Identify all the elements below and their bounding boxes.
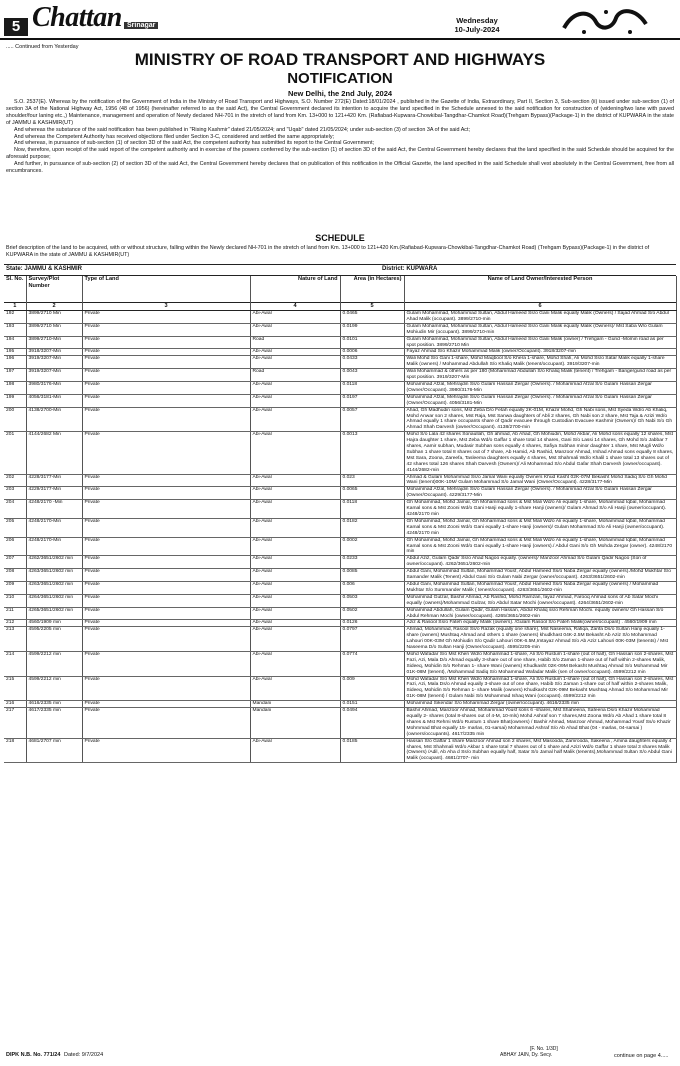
survey-cell: 4248/2170 -Min — [26, 500, 82, 519]
land-type-cell: Private — [82, 394, 250, 407]
area-cell: 0.0503 — [340, 594, 404, 607]
column-header: Area (in Hectares) — [340, 276, 404, 303]
table-row — [4, 381, 676, 394]
table-row — [4, 500, 676, 519]
serial-cell: 204 — [4, 500, 26, 519]
serial-cell: 199 — [4, 394, 26, 407]
schedule-table — [4, 276, 677, 763]
owner-cell: Mohd Wafadar S/o Mst Kheri Wd/o Mohammad 1-share, Ali S/o Rustum 1-share (out of half), Gh Hassan son 2-shares, Mst Fazi, Azi, Mala Ds/o Ahmad equally 3-share out of one share, Habib S/o Zaman 1-share out of half within 2-shares Malik, Sideeq, Mohidin S/o Rehman 1- share Malik (owners) Khudkasht 02K-09M Bekasht Mushtaq Ahmad S/o Mohammad Mir 01K-08M (tenent) / Gulam Nabi S/o Mohammad Ishaq Wani (occupant). 4599/2212 min — [404, 676, 676, 701]
serial-cell: 207 — [4, 556, 26, 569]
survey-cell: 3899/2710 Min — [26, 311, 82, 324]
owner-cell: Mohammad Sikendar S/o Mohammad Zergar (owner/occupant). 4616/2335 min — [404, 701, 676, 708]
table-row — [4, 581, 676, 594]
column-number-row — [4, 303, 676, 311]
area-cell: 0.0197 — [340, 394, 404, 407]
survey-cell: 4681/2707 min — [26, 738, 82, 763]
dipk-date: Dated: 9/7/2024 — [64, 1052, 104, 1058]
table-row — [4, 518, 676, 537]
table-header-row — [4, 276, 676, 303]
table-row — [4, 369, 676, 382]
owner-cell: Hassan S/o Gaffar 1 share Manzoor Ahmad son 2 shares, Mst Masooda, Zamrooda, Sakeena , Amina daughters equally 4 shares, Mst Shahmali Wd/o Akbar 1 share total 7 shares out of 1 share and Azizi Wd/o Gaffar 1 share total 3 shares Malik (Owners) /Adil, Ab Aha d Ss/o Subhan equally half, Satar S/o Jamal half Malik (tenents),Mohammad Sultan S/o Abdul Gani Malik (occupant). 4681/2707- min — [404, 738, 676, 763]
serial-cell: 201 — [4, 432, 26, 474]
land-nature-cell: Abi-Awal — [250, 607, 340, 620]
survey-cell: 4228/3177-Min — [26, 474, 82, 487]
land-type-cell: Private — [82, 500, 250, 519]
paragraph: S.O. 2537(E). Whereas by the notification of the Government of India in the Ministry of Road Transport and Highways, S.O. Number 272(E) Dated:18/01/2024 , published in the Gazette of India, Extraordinary, Part II, Section 3, Sub-section (ii) issued under sub-section (1) of section 3A of the National Highway Act, 1956 (48 of 1956) (hereinafter referred to as the said Act), the Central Government declared its intention to acquire the land specified in the Schedule annexed to the said notification for construction of (widening/two lane with paved shoulder/four laning etc.,) Maintenance, management and operation of Newly declared NH-701 in the stretch of land from Km. 13+000 to 121+420 Km. (Rafiabad-Kupwara-Chowkibal-Tangdhar-Chamkot Road)(Trehgam Bypass)(Package-1) in the district of KUPWARA in the state of JAMMU & KASHMIR(UT) — [6, 99, 674, 126]
survey-cell: 4599/2212 min — [26, 651, 82, 676]
owner-cell: Ahmad, Mohammad, Rasool Ss/o Razak (equally one share), Mst Naseema, Rafiqa, Zarifa Ds/o Sultan Hanji equally 1- share (owners) Mushtaq Ahmad and others 1 share (owners) khudkhast 04K-2.5M Bekasht Ab Aziz S/o Mohammad Lahouri 00K-03M Gh Mohiudin S/o Qadir Lahouri 00K-6.5M,Imtayaz Ahmad S/o Ab Aziz Lahouri 00K-03M (tenents) / Mst Naseema D/o Sultan Hanji (Owner/occupant). 4595/2205-min — [404, 627, 676, 652]
edition-label: Srinagar — [124, 22, 158, 29]
land-nature-cell: Abi-Awal — [250, 311, 340, 324]
serial-cell: 216 — [4, 701, 26, 708]
serial-cell: 202 — [4, 474, 26, 487]
land-type-cell: Private — [82, 349, 250, 356]
land-nature-cell: Abi-Awal — [250, 432, 340, 474]
table-row — [4, 349, 676, 356]
area-cell: 0.0199 — [340, 323, 404, 336]
area-cell: 0.0006 — [340, 349, 404, 356]
serial-cell: 197 — [4, 369, 26, 382]
owner-cell: Gh Mohammad, Mohd Jamal, Gh Mohammad sons & Mst Mali Wd/o Ali equally 1-share, Mohammad Iqbal, Mohammad Kamal sons & Mst Zooni Wd/o Gani equally 1-share Hanji (owners)./ Abdul Gani S/o Gh Mohda Zergar (owner). 4248/2170 min — [404, 537, 676, 556]
table-row — [4, 537, 676, 556]
owner-cell: Gulam Mohammad, Mohammad Sultan, Abdul Hameed Ss/o Gani Malik equally Malik (Owners)/ Mst Saba W/o Gulam Mohiudin Mir (occupant). 3899/2710-min — [404, 323, 676, 336]
survey-cell: 4056/3181-Min — [26, 394, 82, 407]
survey-cell: 4617/2335 min — [26, 708, 82, 739]
land-nature-cell: Mandani — [250, 701, 340, 708]
land-nature-cell: Abi-Awal — [250, 594, 340, 607]
area-cell: 0.0101 — [340, 336, 404, 349]
land-nature-cell: Abi-Awal — [250, 487, 340, 500]
column-number: 2 — [26, 303, 82, 311]
survey-cell: 4263/3651/2602 min — [26, 581, 82, 594]
paragraph: And whereas, in pursuance of sub-section (1) of section 3D of the said Act, the competent authority has submitted its report to the Central Government; — [14, 140, 375, 147]
area-cell: 0.0057 — [340, 407, 404, 432]
land-type-cell: Private — [82, 651, 250, 676]
owner-cell: Fayaz Ahmad S/o Khazir Mohammad Malik (owner/Occupant). 3918/3207-min — [404, 349, 676, 356]
area-cell: 0.0085 — [340, 569, 404, 582]
owner-cell: Mohammad Afzal, Mehrajdin Ss/o Gulam Hassan Zergar (Owners). / Mohammad Afzal S/o Gulam Hassan Zergar (Owner/Occupant). 3980/3176-Min — [404, 381, 676, 394]
area-cell: 0.0118 — [340, 381, 404, 394]
table-row — [4, 676, 676, 701]
survey-cell: 4138/2700-Min — [26, 407, 82, 432]
area-cell: 0.0182 — [340, 518, 404, 537]
land-type-cell: Private — [82, 627, 250, 652]
land-type-cell: Private — [82, 708, 250, 739]
serial-cell: 215 — [4, 676, 26, 701]
area-cell: 0.0118 — [340, 500, 404, 519]
serial-cell: 218 — [4, 738, 26, 763]
serial-cell: 196 — [4, 356, 26, 369]
survey-cell: 4248/2170-Min — [26, 518, 82, 537]
serial-cell: 193 — [4, 323, 26, 336]
land-nature-cell: Road — [250, 369, 340, 382]
land-nature-cell: Abi-Awal — [250, 556, 340, 569]
land-type-cell: Private — [82, 569, 250, 582]
owner-cell: Ahmad & Gulam Mohammad Ss/o Jamal Wani equally Owners Khud Kasht 02K-07M Bekasht Mohd Sadiq S/o Gh Mohd Wani (tenent)00K-10M/ Gulam Mohammad S/o Jamal Wani (Owner/Occupant). 4228/3177-Min — [404, 474, 676, 487]
survey-cell: 3918/3207-Min — [26, 349, 82, 356]
schedule-table-body — [4, 311, 676, 763]
serial-cell: 212 — [4, 620, 26, 627]
land-type-cell: Private — [82, 356, 250, 369]
table-row — [4, 556, 676, 569]
land-type-cell: Private — [82, 594, 250, 607]
survey-cell: 4599/2212 min — [26, 676, 82, 701]
owner-cell: Abdul Gani, Mohammad Sultan, Mohammad Yousf, Abdul Hameed Ss/o Naba Zergar equally (owners)./Mohd Mukhtar S/o Samander Malik (Tenent) Abdul Gani S/o Gulam Nabi Zergar (owner/occupant). 4263/3651/2602-min — [404, 569, 676, 582]
land-nature-cell: Road — [250, 336, 340, 349]
column-header: Name of Land Owner/Interested Person — [404, 276, 676, 303]
notification-body — [6, 99, 674, 175]
land-nature-cell: Abi-Awal — [250, 676, 340, 701]
owner-cell: Aziz & Rasool Ss/o Fateh equally Malik (owners). /Gulam Rasool S/o Fateh Malik(owner/occupant) . 4560/1909 min — [404, 620, 676, 627]
land-type-cell: Private — [82, 474, 250, 487]
serial-cell: 210 — [4, 594, 26, 607]
paragraph: Now, therefore, upon receipt of the said report of the competent authority and in exercise of the powers conferred by the sub-section (1) of section 3D of the said Act, the Central Government hereby declares that the land specified in the said Schedule should be acquired for the aforesaid purpose; — [6, 147, 674, 161]
land-nature-cell: Abi-Awal — [250, 394, 340, 407]
serial-cell: 203 — [4, 487, 26, 500]
page-number: 5 — [4, 18, 28, 36]
table-row — [4, 487, 676, 500]
column-number: 1 — [4, 303, 26, 311]
survey-cell: 3919/3207-Min — [26, 369, 82, 382]
table-row — [4, 620, 676, 627]
area-cell: 0.0126 — [340, 620, 404, 627]
land-nature-cell: Abi-Awal — [250, 518, 340, 537]
notification-title: NOTIFICATION — [287, 70, 393, 87]
survey-cell: 3899/2710-Min — [26, 336, 82, 349]
owner-cell: Gulam Mohammad, Mohammad Sultan, Abdul Hameed Ss/o Gani Malik (owner) / Trehgam - Gund -Momin road as per spot position. 3899/2710 Min — [404, 336, 676, 349]
owner-cell: Bashir Ahmad, Manzoor Ahmad, Mohammad Yousf sons 6 -shares, Mst Shaheena, Safeena Ds/o Khazir Mohammad equally 2- shares (total 8-shares out of 4-M, 10-mls) Mohd Ashraf son 7 shares,Mst Zoona Wd/o Ab Ahad 1 share total 8 shares & Mst Rehmi Wd/o Rustum 1 share Bhat(owners) / Bashir Ahmad, Manzoor Ahmad, Mohammad Yousf Ss/o Khazir Mohmmad Bhat equally 15- marlas, 01-sarsai) Mohammad Ashraf S/o Ab Ahad Bhat (04 - marlas, 04-sarsai )(owners/occupants). 4617/2335 min — [404, 708, 676, 739]
table-row — [4, 323, 676, 336]
area-cell: 0.0797 — [340, 627, 404, 652]
area-cell: 0.006 — [340, 581, 404, 594]
column-header: Sl. No. — [4, 276, 26, 303]
area-cell: 0.0774 — [340, 651, 404, 676]
signatory-name: ABHAY JAIN, Dy. Secy. — [500, 1052, 553, 1058]
survey-cell: 3899/2710 Min — [26, 323, 82, 336]
land-nature-cell: Abi-Awal — [250, 569, 340, 582]
newspaper-name: Chattan — [32, 2, 122, 33]
column-header: Nature of Land — [250, 276, 340, 303]
serial-cell: 198 — [4, 381, 26, 394]
continued-note: ..... Continued from Yesterday — [6, 44, 79, 50]
land-nature-cell: Abi-Awal — [250, 381, 340, 394]
survey-cell: 4265/3651/2602 min — [26, 607, 82, 620]
table-row — [4, 336, 676, 349]
continue-note: continue on page 4..... — [614, 1053, 669, 1059]
table-row — [4, 708, 676, 739]
land-nature-cell: Abi-Awal — [250, 407, 340, 432]
table-row — [4, 607, 676, 620]
land-type-cell: Private — [82, 381, 250, 394]
file-number: [F. No. 1/3D] — [530, 1046, 558, 1052]
area-cell: 0.0151 — [340, 701, 404, 708]
area-cell: 0.023 — [340, 474, 404, 487]
table-row — [4, 594, 676, 607]
survey-cell: 4229/3177-Min — [26, 487, 82, 500]
land-type-cell: Private — [82, 487, 250, 500]
survey-cell: 4248/2170-Min — [26, 537, 82, 556]
survey-cell: 4144/2682 Min — [26, 432, 82, 474]
land-nature-cell: Abi-Awal — [250, 356, 340, 369]
land-type-cell: Private — [82, 701, 250, 708]
signature-block — [500, 1046, 558, 1058]
issue-date-value: 10-July-2024 — [454, 25, 500, 34]
area-cell: 0.0002 — [340, 537, 404, 556]
table-row — [4, 627, 676, 652]
land-type-cell: Private — [82, 537, 250, 556]
masthead-rule — [0, 38, 680, 40]
area-cell: 0.0065 — [340, 487, 404, 500]
column-header: Survey/Plot Number — [26, 276, 82, 303]
serial-cell: 206 — [4, 537, 26, 556]
column-header: Type of Land — [82, 276, 250, 303]
column-number: 3 — [82, 303, 250, 311]
serial-cell: 200 — [4, 407, 26, 432]
area-cell: 0.0502 — [340, 607, 404, 620]
serial-cell: 214 — [4, 651, 26, 676]
table-row — [4, 407, 676, 432]
serial-cell: 217 — [4, 708, 26, 739]
district-label: District: KUPWARA — [382, 266, 438, 272]
owner-cell: Mohammad Afzal, Mehrajdin Ss/o Gulam Hassan Zergar (Owners). / Mohammad Afzal S/o Gulam Hassan Zergar (Owner/Occupant). 4056/3181-Min — [404, 394, 676, 407]
land-type-cell: Private — [82, 432, 250, 474]
serial-cell: 195 — [4, 349, 26, 356]
land-nature-cell: Abi-Awal — [250, 581, 340, 594]
table-row — [4, 651, 676, 676]
serial-cell: 205 — [4, 518, 26, 537]
dateline: New Delhi, the 2nd July, 2024 — [287, 89, 393, 98]
area-cell: 0.0185 — [340, 738, 404, 763]
owner-cell: Gh Mohammad, Mohd Jamal, Gh Mohammad sons & Mst Mali Wd/o Ali equally 1-share, Mohammad Iqbal, Mohammad Kamal sons & Mst Zooni Wd/o Gani equally 1-share Hanji (owners)/ Gulam Mohammad S/o Ali Hanji (owner/occupant). 4248/2170 min — [404, 518, 676, 537]
area-cell: 0.0433 — [340, 356, 404, 369]
land-nature-cell: Abi-Awal — [250, 620, 340, 627]
owner-cell: Gh Mohammad, Mohd Jamal, Gh Mohammad sons & Mst Mali Wd/o Ali equally 1-share, Mohammad Iqbal, Mohammad Kamal sons & Mst Zooni Wd/o Gani Hanji equally 1-share Hanji (owners)/ Gulam Ahmad S/o Ali Hanji (owner/occupant). 4248/2170 min — [404, 500, 676, 519]
land-type-cell: Private — [82, 607, 250, 620]
paragraph: And whereas the substance of the said notification has been published in "Rising Kashmir" dated 21/05/2024; and "Uqab" dated 21/05/2024; under sub-section (3) of section 3A of the said Act; — [14, 126, 470, 133]
serial-cell: 208 — [4, 569, 26, 582]
survey-cell: 3980/3176-Min — [26, 381, 82, 394]
owner-cell: Wali Mohd S/o Gani 1-share, Mohd Maqbool S/o Khera 1-share, Mohd Shafi, Ali Mohd Ss/o Satar Malik equally 1-share Malik (owners) / Mohammad Abdullah S/o Khaliq Malik (tenent/occupant). 3919/3207-min — [404, 356, 676, 369]
survey-cell: 4560/1909 min — [26, 620, 82, 627]
land-type-cell: Private — [82, 336, 250, 349]
area-cell: 0.0465 — [340, 311, 404, 324]
land-nature-cell: Abi-Awal — [250, 738, 340, 763]
serial-cell: 211 — [4, 607, 26, 620]
issue-day: Wednesday — [456, 16, 498, 25]
state-label: State: JAMMU & KASHMIR — [6, 266, 83, 272]
land-type-cell: Private — [82, 323, 250, 336]
column-number: 4 — [250, 303, 340, 311]
table-row — [4, 356, 676, 369]
area-cell: 0.009 — [340, 676, 404, 701]
land-type-cell: Private — [82, 518, 250, 537]
survey-cell: 3919/3207-Min — [26, 356, 82, 369]
table-row — [4, 569, 676, 582]
owner-cell: Gulam Mohammad, Mohammad Sultan, Abdul Hameed Ss/o Gani Malik equally Malik (Owners) / Sajad Ahmad S/o Abdul Ahad Malik (occupant). 3899/2710-min — [404, 311, 676, 324]
area-cell: 0.0043 — [340, 369, 404, 382]
dipk-number: DIPK N.B. No. 771/24 — [6, 1052, 61, 1058]
owner-cell: Mohammad Afzal, Mehrajdin Ss/o Gulam Hassan Zergar (Owners). / Mohammad Afzal S/o Gulam Hassan Zergar (Owner/Occupant). 4229/3177-Min — [404, 487, 676, 500]
land-nature-cell: Abi-Awal — [250, 627, 340, 652]
table-row — [4, 701, 676, 708]
owner-cell: Wali Mohammad & others as per 180 (Mohammad Abdullah S/o Khaliq Malik (tenent) / Trehgam - Bangergund road as per spot position. 3919/3207-Min — [404, 369, 676, 382]
column-number: 6 — [404, 303, 676, 311]
table-row — [4, 474, 676, 487]
owner-cell: Mohammad Abdullah, Gulam Qadir, Gulam Hassan, Abdul Khaliq ss/o Rehman Mochi. equally owners/ Gh Hassan S/o Abdul Rehman Mochi (owner/occupant). 4265/3651/2602-min — [404, 607, 676, 620]
serial-cell: 192 — [4, 311, 26, 324]
survey-cell: 4264/3651/2602 min — [26, 594, 82, 607]
table-row — [4, 311, 676, 324]
table-row — [4, 738, 676, 763]
serial-cell: 194 — [4, 336, 26, 349]
land-nature-cell: Abi-Awal — [250, 500, 340, 519]
survey-cell: 4262/3651/2602 min — [26, 556, 82, 569]
owner-cell: Abdul Aziz, Gulam Qadir Ss/o Ahad Nagoo equally. (owners)/ Manzoor Ahmad S/o Gulam Qadir Nagoo (Son of owner/occupant). 4262/3651/2602-min — [404, 556, 676, 569]
urdu-logo-icon — [560, 4, 650, 36]
land-nature-cell: Abi-Awal — [250, 537, 340, 556]
land-nature-cell: Mandani — [250, 708, 340, 739]
state-district-row — [4, 264, 676, 276]
owner-cell: Mohd Wafadar S/o Mst Kheri Wd/o Mohammad 1-share, Ali S/o Rustum 1-share (out of half), Gh Hassan son 2-shares, Mst Fazi, Azi, Mala D/o Ahmad equally 3-share out of one share, Habib S/o Zaman 1-share out of half within 2-shares Malik, Sideeq, Mohidin S/o Rehman 1- share Wani (owners) Khudkasht 02K-09M Bekasht Mushtaq Ahmad S/o Mohammad Mir 01K-08M (tenent), /Mohammad Sadiq S/o Mohammad Wafadar Malik (sen of owner/occupant). 4599/2212 min — [404, 651, 676, 676]
area-cell: 0.0494 — [340, 708, 404, 739]
issue-date — [448, 16, 506, 34]
table-row — [4, 394, 676, 407]
land-type-cell: Private — [82, 676, 250, 701]
owner-cell: Ahad, Gh Madhudin sons, Mst Zeba D/o Fetah equally 2K-01M, Khazir Mohd, Gh Nabi sons, Mst Syeda Wd/o Ab Khaliq, Mohd Anwar son 2 shares, Mst Raja, Mst Sanwa daughters of Abli 2 shares, Gh Nabi son 2 share, Mst Taja & Azizi Wd/o Ahmad equally 1 share occupants share of Qadir evacuee through Custodian Evacuee Kashmir (Owners)/ Gh Nabi S/o Gh Ahmad Shah Darvesh (owner/Occupant). 4138/2700-min — [404, 407, 676, 432]
masthead — [0, 0, 680, 38]
owner-cell: Abdul Gani, Mohammad Sultan, Mohammad Yousf, Abdul Hameed Ss/o Naba Zergar equally (owners) / Mohammad Mukhtar S/o Summander Malik ( tenent/occupant). 4263/3651/2602-min — [404, 581, 676, 594]
owner-cell: Mohammad Gulzar, Bashir Ahmad, Ab Rashid, Mohd Ramzan, fayaz Ahmad, Farooq Ahmad sons of Ab Satar Mochi equally (owners)/Mohammad Gulzar, S/o Abdul Satar Mochi (owner/occupant). 4264/3651/2602-min — [404, 594, 676, 607]
survey-cell: 4616/2335 min — [26, 701, 82, 708]
land-type-cell: Private — [82, 556, 250, 569]
paragraph: And whereas the Competent Authority has received objections filed under Section 3-C, considered and settled the same appropriately; — [14, 133, 335, 140]
area-cell: 0.0013 — [340, 432, 404, 474]
serial-cell: 209 — [4, 581, 26, 594]
survey-cell: 4595/2205 min — [26, 627, 82, 652]
paragraph: And further, in pursuance of sub-section (2) of section 3D of the said Act, the Central Government hereby declares that on publication of this notification in the Official Gazette, the land specified in the said Schedule shall vest absolutely in the Central Government, free from all encumbrances. — [6, 161, 674, 175]
land-nature-cell: Abi-Awal — [250, 349, 340, 356]
land-type-cell: Private — [82, 581, 250, 594]
schedule-title: SCHEDULE — [315, 233, 365, 243]
land-type-cell: Private — [82, 738, 250, 763]
table-row — [4, 432, 676, 474]
land-type-cell: Private — [82, 620, 250, 627]
survey-cell: 4263/3651/2602 min — [26, 569, 82, 582]
land-type-cell: Private — [82, 407, 250, 432]
owner-cell: Mohd S/o Lala 42 shares Sonaullah, Gh ahmad, Ab Ahad, Gh Mohiudin, Mohd Akbar, Ali Mohd sons equally 12 shares, Mst Hajra daughter 1 share, Mst Zeba Wd/o Gaffar 1 share total 14 shares, Gani S/o Lassi 14 shares, Gh Mohd S/o Jabbar 7 shares, Aamir subhan, Mudasir Subhan sons equally 4 shares, Safiya Subhan minor daughter 1 share, Mst Mugli Wd/o Subhan 1 share total 8 shares out of 7 share, Ab Hamid, Ab Rashid, Manzoor Ahmad, Irshad Ahmad sons equally 8 shares, Mst Sara, Zoona, Zareefa, Tasleema daughters equally 4 shares, Mst Shahmali Wd/o Khalil 1 share total 13 shares out of 42 shares total 126 shares Shah Darvesh (Owners)/ Ali Mohammad S/o Abdul Gafar Shah Darvesh (owner/occupant). 4144/2682-min — [404, 432, 676, 474]
column-number: 5 — [340, 303, 404, 311]
area-cell: 0.0233 — [340, 556, 404, 569]
land-type-cell: Private — [82, 369, 250, 382]
land-nature-cell: Abi-Awal — [250, 323, 340, 336]
land-nature-cell: Abi-Awal — [250, 651, 340, 676]
schedule-brief: Brief description of the land to be acquired, with or without structure, falling within the Newly declared NH-701 in the stretch of land from Km. 13+000 to 121+420 Km.(Rafiabad-Kupwara-Chowkibal-Tangdhar-Chamkot Road) (Trehgam Bypass)(Package-1) in the district of KUPWARA in the state of JAMMU & KASHMIR(UT) — [6, 245, 650, 258]
ministry-heading: MINISTRY OF ROAD TRANSPORT AND HIGHWAYS — [134, 50, 546, 69]
land-nature-cell: Abi-Awal — [250, 474, 340, 487]
serial-cell: 213 — [4, 627, 26, 652]
land-type-cell: Private — [82, 311, 250, 324]
